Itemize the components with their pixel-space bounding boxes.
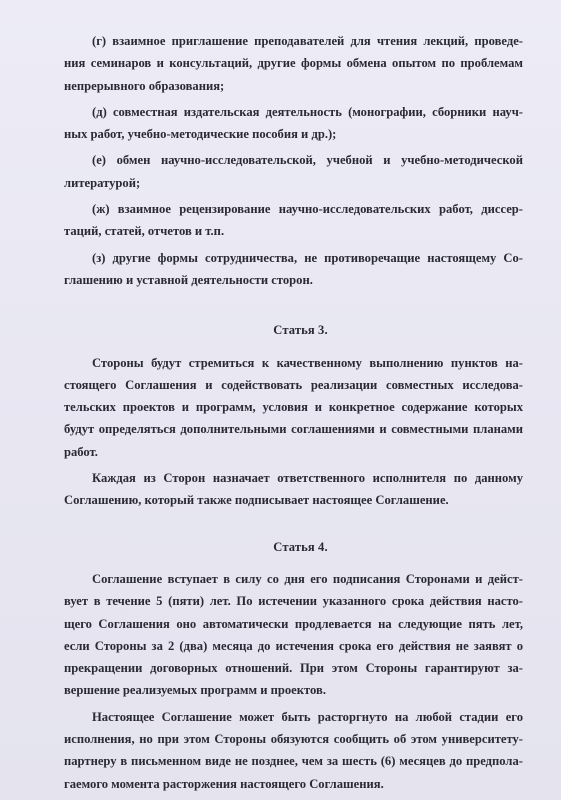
text-line: Соглашению, который также подписывает настоящее Соглашение.: [64, 493, 449, 508]
article-3-paragraph-1: [64, 352, 523, 463]
article-3-paragraph-2: [64, 467, 523, 512]
text-line: работ.: [64, 444, 98, 459]
list-item-g: [64, 30, 523, 97]
list-item-e: [64, 149, 523, 194]
text-line: глашению и уставной деятельности сторон.: [64, 272, 313, 287]
article-4-heading: Статья 4.: [273, 539, 328, 554]
article-4: [64, 536, 523, 795]
text-line: тельских проектов и программ, условия и конкретное содержание которых: [64, 400, 523, 415]
text-line: Настоящее Соглашение может быть расторгнуто на любой стадии его: [92, 709, 523, 724]
text-line: стоящего Соглашения и содействовать реализации совместных исследова-: [64, 377, 523, 392]
text-line: (з) другие формы сотрудничества, не противоречащие настоящему Со-: [92, 250, 523, 265]
text-line: (е) обмен научно-исследовательской, учебной и учебно-методической: [92, 153, 523, 168]
text-line: таций, статей, отчетов и т.п.: [64, 224, 225, 239]
text-line: если Стороны за 2 (два) месяца до истечения срока его действия не заявят о: [64, 638, 523, 653]
text-line: Соглашение вступает в силу со дня его подписания Сторонами и дейст-: [92, 571, 523, 586]
text-line: вует в течение 5 (пяти) лет. По истечении указанного срока действия насто-: [64, 594, 523, 609]
text-line: Каждая из Сторон назначает ответственного исполнителя по данному: [92, 471, 523, 486]
list-item-z: [64, 247, 523, 292]
text-line: Стороны будут стремиться к качественному выполнению пунктов на-: [92, 355, 523, 370]
text-line: будут определяться дополнительными соглашениями и совместными планами: [64, 422, 523, 437]
text-line: (д) совместная издательская деятельность (монографии, сборники науч-: [92, 104, 523, 119]
article-4-paragraph-1: [64, 568, 523, 702]
text-line: (ж) взаимное рецензирование научно-исследовательских работ, диссер-: [92, 202, 523, 217]
text-line: исполнения, но при этом Стороны обязуются сообщить об этом университету-: [64, 732, 523, 747]
text-line: ния семинаров и консультаций, другие формы обмена опытом по проблемам: [64, 56, 523, 71]
text-line: щего Соглашения оно автоматически продлевается на следующие пять лет,: [64, 616, 523, 631]
article-4-paragraph-2: [64, 706, 523, 795]
text-line: гаемого момента расторжения настоящего Соглашения.: [64, 776, 384, 791]
text-line: (г) взаимное приглашение преподавателей для чтения лекций, проведе-: [92, 34, 523, 48]
text-line: вершение реализуемых программ и проектов.: [64, 683, 326, 698]
text-line: литературой;: [64, 175, 141, 190]
text-line: партнеру в письменном виде не позднее, чем за шесть (6) месяцев до предпола-: [64, 754, 523, 769]
list-item-zh: [64, 198, 523, 243]
text-line: ных работ, учебно-методические пособия и др.);: [64, 127, 337, 142]
list-item-d: [64, 101, 523, 146]
article-3: [64, 319, 523, 511]
cooperation-forms-list: [64, 30, 523, 291]
text-line: непрерывного образования;: [64, 78, 225, 93]
article-3-heading: Статья 3.: [273, 323, 328, 338]
text-line: прекращении договорных отношений. При этом Стороны гарантируют за-: [64, 661, 523, 676]
